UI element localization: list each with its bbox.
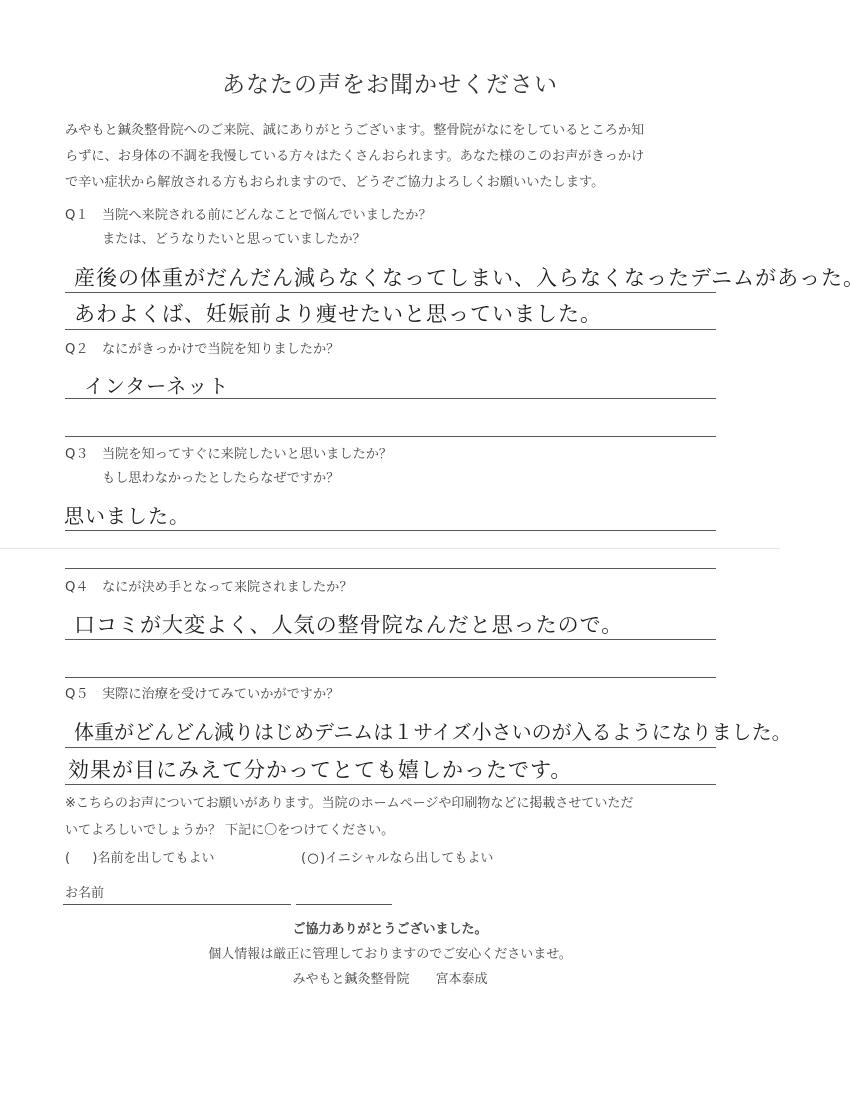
consent-option-name[interactable]: ( )名前を出してもよい [65, 851, 215, 866]
question-text: 当院へ来院される前にどんなことで悩んでいましたか？ [102, 208, 432, 223]
question-5 [65, 683, 339, 707]
question-4 [65, 576, 353, 600]
paper-fold [0, 548, 780, 549]
consent-option-label: イニシャルなら出してもよい [325, 851, 494, 866]
question-text: または、どうなりたいと思っていましたか？ [102, 232, 366, 247]
answer-line [65, 747, 716, 748]
name-label: お名前 [65, 886, 105, 901]
name-field-line[interactable] [63, 904, 291, 905]
question-text: もし思わなかったとしたらなぜですか？ [102, 471, 340, 486]
answer-line [65, 530, 716, 531]
answer-3-line-1: 思いました。 [64, 504, 190, 528]
question-number: Q５ [65, 687, 89, 702]
question-text: 当院を知ってすぐに来院したいと思いましたか？ [102, 447, 393, 462]
answer-2-line-1: インターネット [84, 374, 230, 398]
question-number: Q３ [65, 447, 89, 462]
permission-note [65, 790, 633, 844]
consent-option-label: 名前を出してもよい [97, 851, 215, 866]
consent-mark: ○ [307, 851, 319, 866]
answer-line [65, 639, 716, 640]
note-line: ※こちらのお声についてお願いがあります。当院のホームページや印刷物などに掲載させていただ [65, 796, 634, 811]
question-number: Q２ [65, 342, 89, 357]
answer-line [65, 568, 716, 569]
answer-line [65, 436, 716, 437]
question-2 [65, 338, 339, 362]
question-text: 実際に治療を受けてみていかがですか？ [102, 687, 340, 702]
page-title: あなたの声をお聞かせください [222, 72, 558, 98]
question-number: Q４ [65, 580, 89, 595]
intro-text [65, 118, 725, 196]
question-text: なにがきっかけで当院を知りましたか？ [102, 342, 340, 357]
answer-line [65, 784, 716, 785]
answer-line [65, 329, 716, 330]
question-text: なにが決め手となって来院されましたか？ [102, 580, 353, 595]
question-3 [65, 443, 392, 491]
intro-line: らずに、お身体の不調を我慢している方々はたくさんおられます。あなた様のこのお声がきっかけ [65, 149, 645, 164]
name-field-line[interactable] [296, 904, 392, 905]
answer-line [65, 677, 716, 678]
privacy-text: 個人情報は厳正に管理しておりますのでご安心くださいませ。 [208, 947, 572, 962]
intro-line: みやもと鍼灸整骨院へのご来院、誠にありがとうございます。整骨院がなにをしているところか知 [65, 123, 645, 138]
intro-line: で辛い症状から解放される方もおられますので、どうぞご協力よろしくお願いいたします。 [65, 175, 605, 190]
question-1 [65, 204, 432, 252]
answer-1-line-1: 産後の体重がだんだん減らなくなってしまい、入らなくなったデニムがあった。 [74, 266, 865, 290]
answer-4-line-1: 口コミが大変よく、人気の整骨院なんだと思ったので。 [74, 613, 624, 637]
answer-1-line-2: あわよくば、妊娠前より痩せたいと思っていました。 [74, 302, 602, 326]
answer-line [65, 292, 716, 293]
note-line: いてよろしいでしょうか？ 下記に〇をつけてください。 [65, 823, 395, 838]
answer-5-line-1: 体重がどんどん減りはじめデニムは１サイズ小さいのが入るようになりました。 [74, 720, 792, 744]
question-number: Q１ [65, 208, 89, 223]
answer-line [65, 398, 716, 399]
clinic-signature: みやもと鍼灸整骨院 宮本泰成 [292, 972, 488, 987]
answer-5-line-2: 効果が目にみえて分かってとても嬉しかったです。 [68, 758, 573, 782]
consent-option-initials[interactable]: (○)イニシャルなら出してもよい [301, 851, 494, 866]
thanks-text: ご協力ありがとうございました。 [292, 922, 488, 937]
